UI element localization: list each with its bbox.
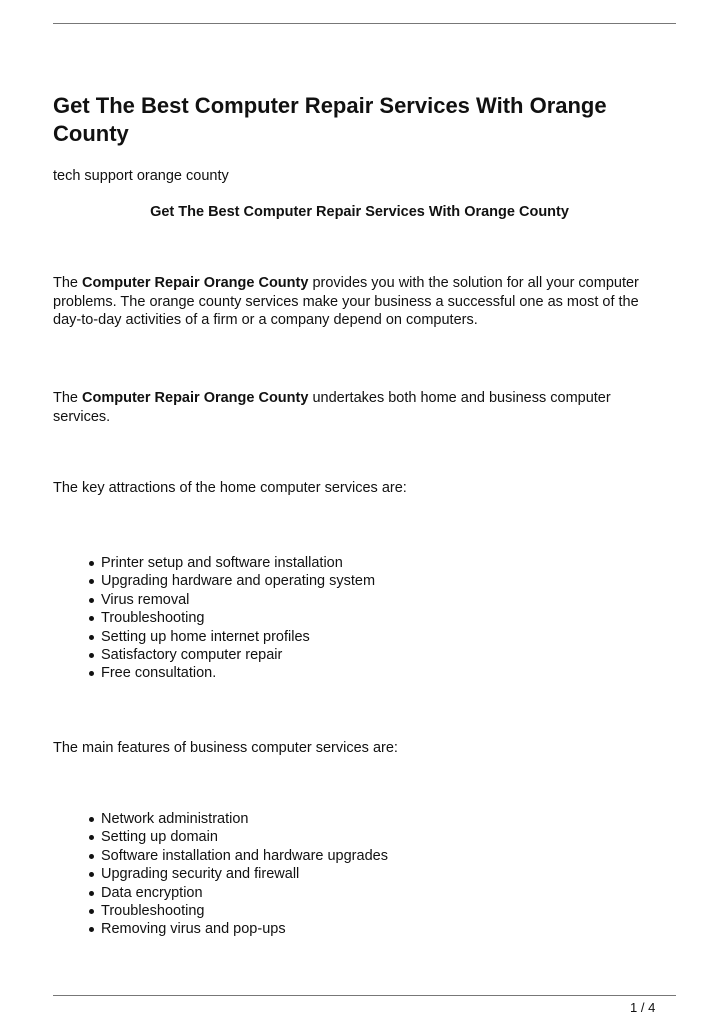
list-item: Removing virus and pop-ups (53, 920, 388, 938)
paragraph-prefix: The (53, 390, 78, 406)
list-item: Network administration (53, 810, 388, 828)
services-paragraph (53, 389, 659, 426)
page-title: Get The Best Computer Repair Services With Orange County (53, 93, 607, 146)
list-item: Setting up home internet profiles (53, 628, 375, 646)
list-item: Free consultation. (53, 664, 375, 682)
home-services-intro: The key attractions of the home computer services are: (53, 480, 407, 496)
page-number: 1 / 4 (630, 1000, 656, 1015)
paragraph-prefix: The (53, 275, 78, 291)
list-item: Satisfactory computer repair (53, 646, 375, 664)
header-divider (53, 23, 676, 24)
intro-paragraph (53, 274, 659, 330)
home-services-list (53, 554, 375, 683)
list-item: Setting up domain (53, 828, 388, 846)
section-heading: Get The Best Computer Repair Services With Orange County (150, 204, 569, 220)
business-services-intro: The main features of business computer services are: (53, 740, 398, 756)
footer-divider (53, 995, 676, 996)
business-services-list (53, 810, 388, 939)
bold-keyword: Computer Repair Orange County (82, 275, 309, 291)
paragraph-text: provides you with the solution for all your computer problems. The orange county services make your business a successful one as most of the day-to-day activities of a firm or a company depend on computers. (53, 275, 639, 328)
list-item: Troubleshooting (53, 609, 375, 627)
subtitle: tech support orange county (53, 168, 229, 184)
list-item: Upgrading security and firewall (53, 865, 388, 883)
list-item: Troubleshooting (53, 902, 388, 920)
list-item: Upgrading hardware and operating system (53, 572, 375, 590)
list-item: Printer setup and software installation (53, 554, 375, 572)
list-item: Software installation and hardware upgrades (53, 847, 388, 865)
paragraph-text: undertakes both home and business computer services. (53, 390, 611, 425)
list-item: Data encryption (53, 884, 388, 902)
bold-keyword: Computer Repair Orange County (82, 390, 309, 406)
list-item: Virus removal (53, 591, 375, 609)
